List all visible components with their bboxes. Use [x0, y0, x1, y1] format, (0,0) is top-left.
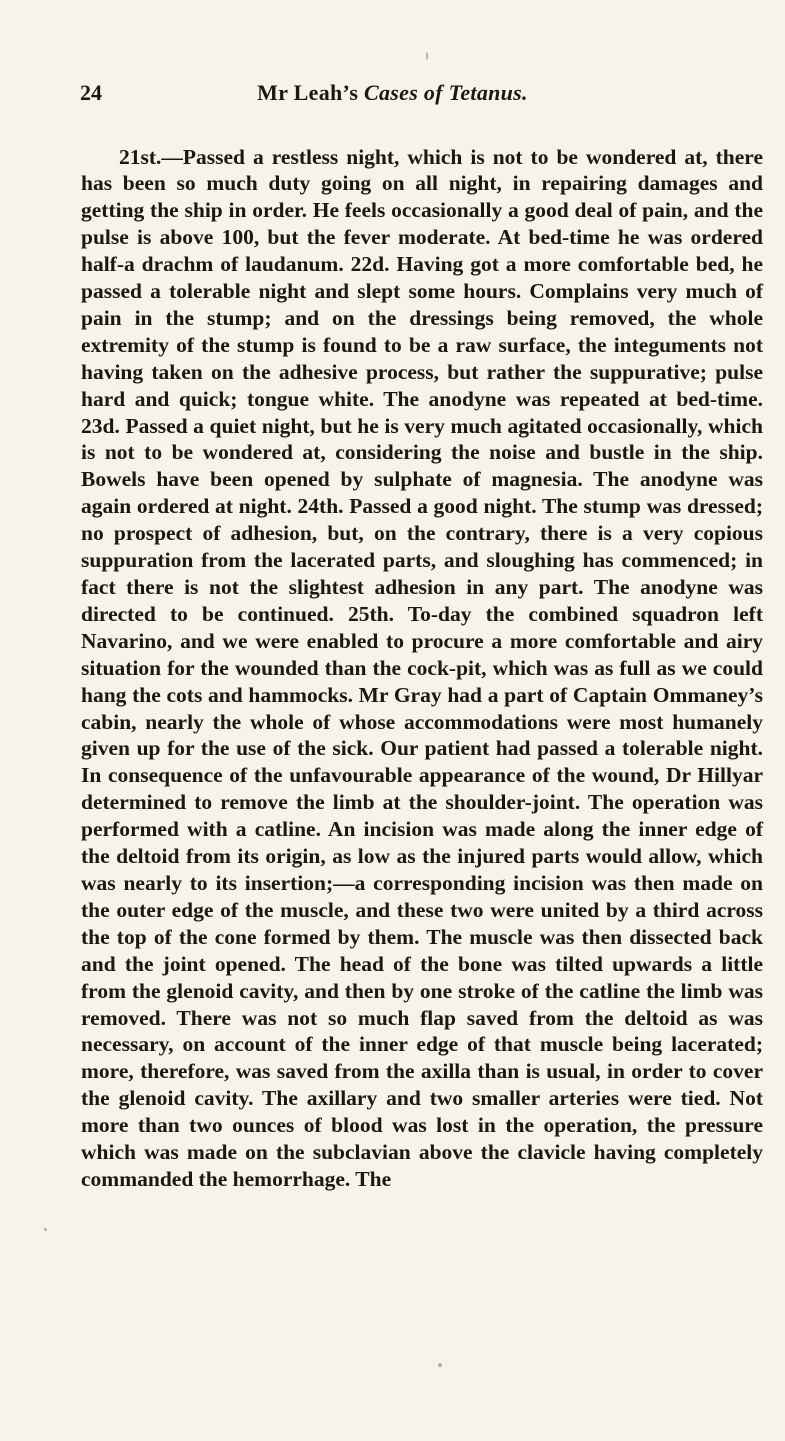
body-paragraph: 21st.—Passed a restless night, which is not to be wondered at, there has been so much duty going on all night, in repairing damages and getting the ship in order. He feels occasionally a good deal of pain, and the pulse is above 100, but the fever moderate. At bed-time he was ordered half-a drachm of laudanum. 22d. Having got a more comfortable bed, he passed a tolerable night and slept some hours. Complains very much of pain in the stump; and on the dressings being removed, the whole extremity of the stump is found to be a raw surface, the integuments not having taken on the adhesive process, but rather the suppurative; pulse hard and quick; tongue white. The anodyne was repeated at bed-time. 23d. Passed a quiet night, but he is very much agitated occasionally, which is not to be wondered at, considering the noise and bustle in the ship. Bowels have been opened by sulphate of magnesia. The anodyne was again ordered at night. 24th. Passed a good night. The stump was dressed; no prospect of adhesion, but, on the contrary, there is a very copious suppuration from the lacerated parts, and sloughing has commenced; in fact there is not the slightest adhesion in any part. The anodyne was directed to be continued. 25th. To-day the combined squadron left Navarino, and we were enabled to procure a more comfortable and airy situation for the wounded than the cock-pit, which was as full as we could hang the cots and hammocks. Mr Gray had a part of Captain Ommaney’s cabin, nearly the whole of whose accommodations were most humanely given up for the use of the sick. Our patient had passed a tolerable night. In consequence of the unfavourable appearance of the wound, Dr Hillyar determined to remove the limb at the shoulder-joint. The operation was performed with a catline. An incision was made along the inner edge of the deltoid from its origin, as low as the injured parts would allow, which was nearly to its insertion;—a corresponding incision was then made on the outer edge of the muscle, and these two were united by a third across the top of the cone formed by them. The muscle was then dissected back and the joint opened. The head of the bone was tilted upwards a little from the glenoid cavity, and then by one stroke of the catline the limb was removed. There was not so much flap saved from the deltoid as was necessary, on account of the inner edge of that muscle being lacerated; more, therefore, was saved from the axilla than is usual, in order to cover the glenoid cavity. The axillary and two smaller arteries were tied. Not more than two ounces of blood was lost in the operation, the pressure which was made on the subclavian above the clavicle having completely commanded the hemorrhage. The [81, 144, 763, 1191]
paper-speck [44, 1228, 47, 1231]
page-number: 24 [80, 80, 102, 105]
paper-speck [438, 1363, 442, 1367]
running-title-italic: Cases of Tetanus. [364, 80, 528, 105]
running-title [80, 80, 705, 106]
running-head [80, 80, 705, 114]
paper-speck [426, 52, 428, 60]
running-title-text: Mr Leah’s [257, 80, 365, 105]
